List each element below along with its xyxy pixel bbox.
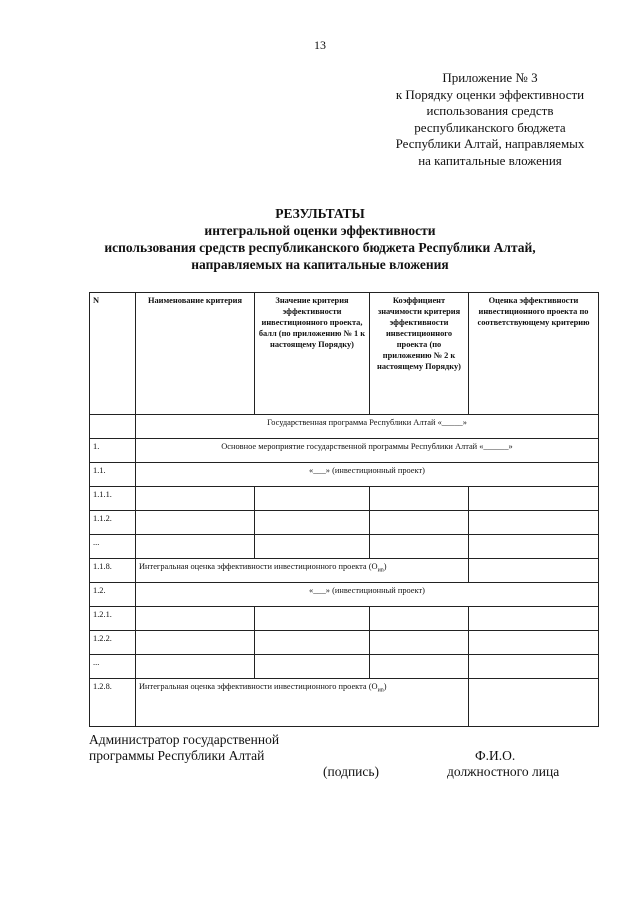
signature-line: [89, 764, 609, 780]
integral-score-label: [136, 559, 469, 583]
document-title: [0, 205, 640, 273]
integral-score-text: Интегральная оценка эффективности инвестиционного проекта (O: [139, 682, 378, 691]
row-number: 1.1.8.: [90, 559, 136, 583]
table-cell: [136, 655, 255, 679]
table-cell: [469, 487, 599, 511]
appendix-line: к Порядку оценки эффективности: [395, 86, 585, 102]
integral-score-text: Интегральная оценка эффективности инвестиционного проекта (O: [139, 562, 378, 571]
program-label: программы Республики Алтай: [89, 748, 265, 763]
table-header-row: [90, 293, 599, 415]
title-line: РЕЗУЛЬТАТЫ: [275, 206, 365, 221]
measure-row-text: Основное мероприятие государственной программы Республики Алтай «______»: [136, 439, 599, 463]
table-row: [90, 655, 599, 679]
table-cell: [370, 607, 469, 631]
appendix-line: Республики Алтай, направляемых: [395, 136, 585, 151]
project-row-text: «___» (инвестиционный проект): [136, 583, 599, 607]
table-row: [90, 463, 599, 487]
signature-line: [89, 732, 609, 748]
appendix-line: на капитальные вложения: [418, 152, 562, 168]
administrator-label: Администратор государственной: [89, 732, 280, 747]
signature-line: [89, 748, 609, 764]
row-number: 1.1.: [90, 463, 136, 487]
integral-score-subscript: иn: [377, 567, 384, 574]
table-cell: [469, 631, 599, 655]
table-cell: [136, 631, 255, 655]
signature-label: (подпись): [323, 764, 380, 779]
table-cell: [370, 487, 469, 511]
table-cell: [255, 535, 370, 559]
table-cell: [136, 511, 255, 535]
table-row: [90, 535, 599, 559]
table-cell: [255, 607, 370, 631]
table-cell: [136, 487, 255, 511]
header-criterion-name: Наименование критерия: [136, 293, 255, 415]
table-row: [90, 631, 599, 655]
row-number: 1.: [90, 439, 136, 463]
appendix-note: [340, 70, 640, 169]
appendix-line: использования средств: [426, 103, 554, 118]
integral-score-subscript: иn: [377, 687, 384, 694]
table-cell: [469, 559, 599, 583]
table-cell: [90, 415, 136, 439]
results-table: [89, 292, 599, 727]
table-cell: [370, 631, 469, 655]
table-cell: [255, 631, 370, 655]
table-row: [90, 439, 599, 463]
table-cell: [469, 607, 599, 631]
title-line: направляемых на капитальные вложения: [191, 257, 449, 272]
table-cell: [469, 655, 599, 679]
table-row: [90, 583, 599, 607]
header-criterion-value: Значение критерия эффективности инвестиционного проекта, балл (по приложению № 1 к настоящему Порядку): [255, 293, 370, 415]
table-cell: [370, 511, 469, 535]
row-number: 1.2.1.: [90, 607, 136, 631]
header-evaluation: Оценка эффективности инвестиционного проекта по соответствующему критерию: [469, 293, 599, 415]
title-line: использования средств республиканского бюджета Республики Алтай,: [104, 240, 536, 255]
table-row: [90, 679, 599, 727]
table-row: [90, 415, 599, 439]
table-cell: [136, 535, 255, 559]
official-label: должностного лица: [447, 764, 560, 779]
row-number: 1.2.8.: [90, 679, 136, 727]
integral-score-close: ): [383, 562, 387, 571]
header-significance: Коэффициент значимости критерия эффективности инвестиционного проекта (по приложению № 2 к настоящему Порядку): [370, 293, 469, 415]
table-row: [90, 487, 599, 511]
table-cell: [255, 655, 370, 679]
title-line: интегральной оценки эффективности: [204, 223, 436, 238]
integral-score-label: [136, 679, 469, 727]
row-number: ...: [90, 655, 136, 679]
integral-score-close: ): [383, 682, 387, 691]
appendix-line: Приложение № 3: [442, 70, 538, 85]
appendix-line: республиканского бюджета: [414, 119, 566, 135]
row-number: 1.2.: [90, 583, 136, 607]
table-cell: [255, 511, 370, 535]
table-cell: [370, 535, 469, 559]
table-cell: [255, 487, 370, 511]
row-number: 1.1.2.: [90, 511, 136, 535]
table-cell: [469, 535, 599, 559]
project-row-text: «___» (инвестиционный проект): [136, 463, 599, 487]
table-row: [90, 511, 599, 535]
table-cell: [370, 655, 469, 679]
table-cell: [469, 511, 599, 535]
table-cell: [136, 607, 255, 631]
signature-block: [89, 732, 609, 780]
row-number: 1.2.2.: [90, 631, 136, 655]
row-number: 1.1.1.: [90, 487, 136, 511]
table-row: [90, 559, 599, 583]
table-cell: [469, 679, 599, 727]
page-number: 13: [314, 38, 326, 52]
program-row-text: Государственная программа Республики Алтай «_____»: [136, 415, 599, 439]
header-number: N: [90, 293, 136, 415]
fio-label: Ф.И.О.: [475, 748, 516, 763]
table-row: [90, 607, 599, 631]
row-number: ...: [90, 535, 136, 559]
